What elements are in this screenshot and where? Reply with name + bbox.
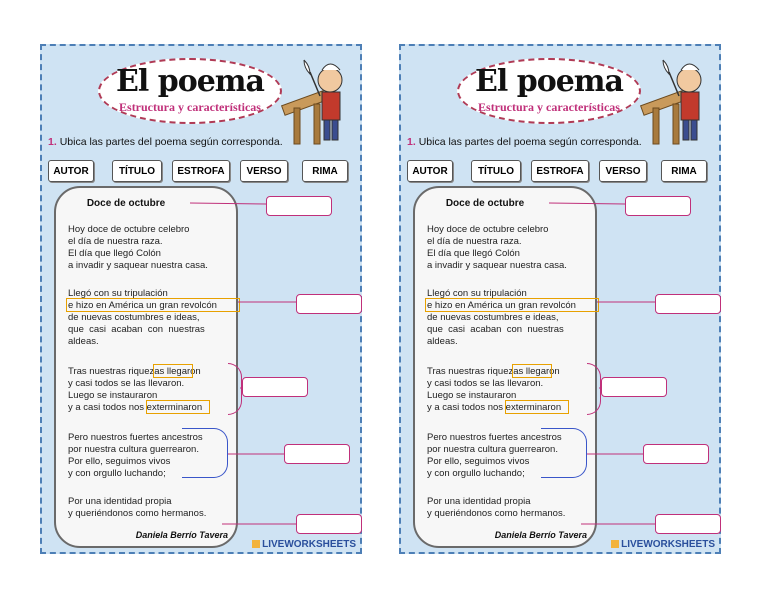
stanza-4: Pero nuestros fuertes ancestros por nuestra cultura guerrearon. Por ello, seguimos vivos y con orgullo luchando;	[68, 432, 203, 479]
tag-bank	[407, 160, 707, 182]
verse-highlight	[66, 298, 240, 312]
answer-box-stanza[interactable]	[643, 444, 709, 464]
tag-bank	[48, 160, 348, 182]
answer-box-title[interactable]	[625, 196, 691, 216]
poem-panel	[413, 186, 597, 548]
poet-illustration	[274, 52, 354, 148]
stanza-1: Hoy doce de octubre celebro el día de nuestra raza. El día que llegó Colón a invadir y saquear nuestra casa.	[427, 224, 567, 271]
rhyme-highlight-2	[146, 400, 210, 414]
tag-verso[interactable]: VERSO	[240, 160, 288, 182]
stanza-3: Tras nuestras riquezas llegaron y casi todos se las llevaron. Luego se instauraron y a casi todos nos exterminaron	[427, 366, 562, 413]
answer-box-author[interactable]	[655, 514, 721, 534]
tag-rima[interactable]: RIMA	[302, 160, 348, 182]
instruction: 1. Ubica las partes del poema según corresponda.	[407, 136, 642, 148]
stanza-brace-3	[228, 363, 242, 415]
poem-author: Daniela Berrío Tavera	[135, 530, 228, 540]
brand-logo: LIVEWORKSHEETS	[252, 539, 356, 550]
poem-panel	[54, 186, 238, 548]
stanza-5: Por una identidad propia y queriéndonos como hermanos.	[68, 496, 207, 519]
worksheet-left	[40, 44, 362, 554]
page-title: El poema	[475, 64, 623, 99]
stanza-brace-3	[587, 363, 601, 415]
tag-titulo[interactable]: TÍTULO	[112, 160, 162, 182]
stanza-1: Hoy doce de octubre celebro el día de nuestra raza. El día que llegó Colón a invadir y saquear nuestra casa.	[68, 224, 208, 271]
stanza-3: Tras nuestras riquezas llegaron y casi todos se las llevaron. Luego se instauraron y a casi todos nos exterminaron	[68, 366, 203, 413]
page-subtitle: Estructura y características	[119, 100, 261, 114]
stanza-2: Llegó con su tripulación e hizo en América un gran revolcón de nuevas costumbres e ideas, que casi acaban con nuestras aldeas.	[68, 288, 217, 347]
stanza-brace-4	[182, 428, 228, 478]
page-subtitle: Estructura y características	[478, 100, 620, 114]
answer-box-title[interactable]	[266, 196, 332, 216]
answer-box-stanza[interactable]	[284, 444, 350, 464]
page-title: El poema	[116, 64, 264, 99]
tag-titulo[interactable]: TÍTULO	[471, 160, 521, 182]
rhyme-highlight-1	[153, 364, 193, 378]
stanza-4: Pero nuestros fuertes ancestros por nuestra cultura guerrearon. Por ello, seguimos vivos y con orgullo luchando;	[427, 432, 562, 479]
answer-box-author[interactable]	[296, 514, 362, 534]
tag-autor[interactable]: AUTOR	[407, 160, 453, 182]
stanza-brace-4	[541, 428, 587, 478]
poet-illustration	[633, 52, 713, 148]
instruction: 1. Ubica las partes del poema según corresponda.	[48, 136, 283, 148]
title-banner	[457, 58, 641, 124]
poem-title: Doce de octubre	[445, 198, 525, 209]
worksheet-right	[399, 44, 721, 554]
tag-verso[interactable]: VERSO	[599, 160, 647, 182]
stanza-2: Llegó con su tripulación e hizo en América un gran revolcón de nuevas costumbres e ideas, que casi acaban con nuestras aldeas.	[427, 288, 576, 347]
answer-box-verse[interactable]	[296, 294, 362, 314]
tag-autor[interactable]: AUTOR	[48, 160, 94, 182]
title-banner	[98, 58, 282, 124]
answer-box-rhyme[interactable]	[601, 377, 667, 397]
brand-logo: LIVEWORKSHEETS	[611, 539, 715, 550]
tag-rima[interactable]: RIMA	[661, 160, 707, 182]
rhyme-highlight-1	[512, 364, 552, 378]
answer-box-rhyme[interactable]	[242, 377, 308, 397]
answer-box-verse[interactable]	[655, 294, 721, 314]
tag-estrofa[interactable]: ESTROFA	[172, 160, 230, 182]
rhyme-highlight-2	[505, 400, 569, 414]
poem-author: Daniela Berrío Tavera	[494, 530, 587, 540]
stanza-5: Por una identidad propia y queriéndonos como hermanos.	[427, 496, 566, 519]
poem-title: Doce de octubre	[86, 198, 166, 209]
tag-estrofa[interactable]: ESTROFA	[531, 160, 589, 182]
verse-highlight	[425, 298, 599, 312]
